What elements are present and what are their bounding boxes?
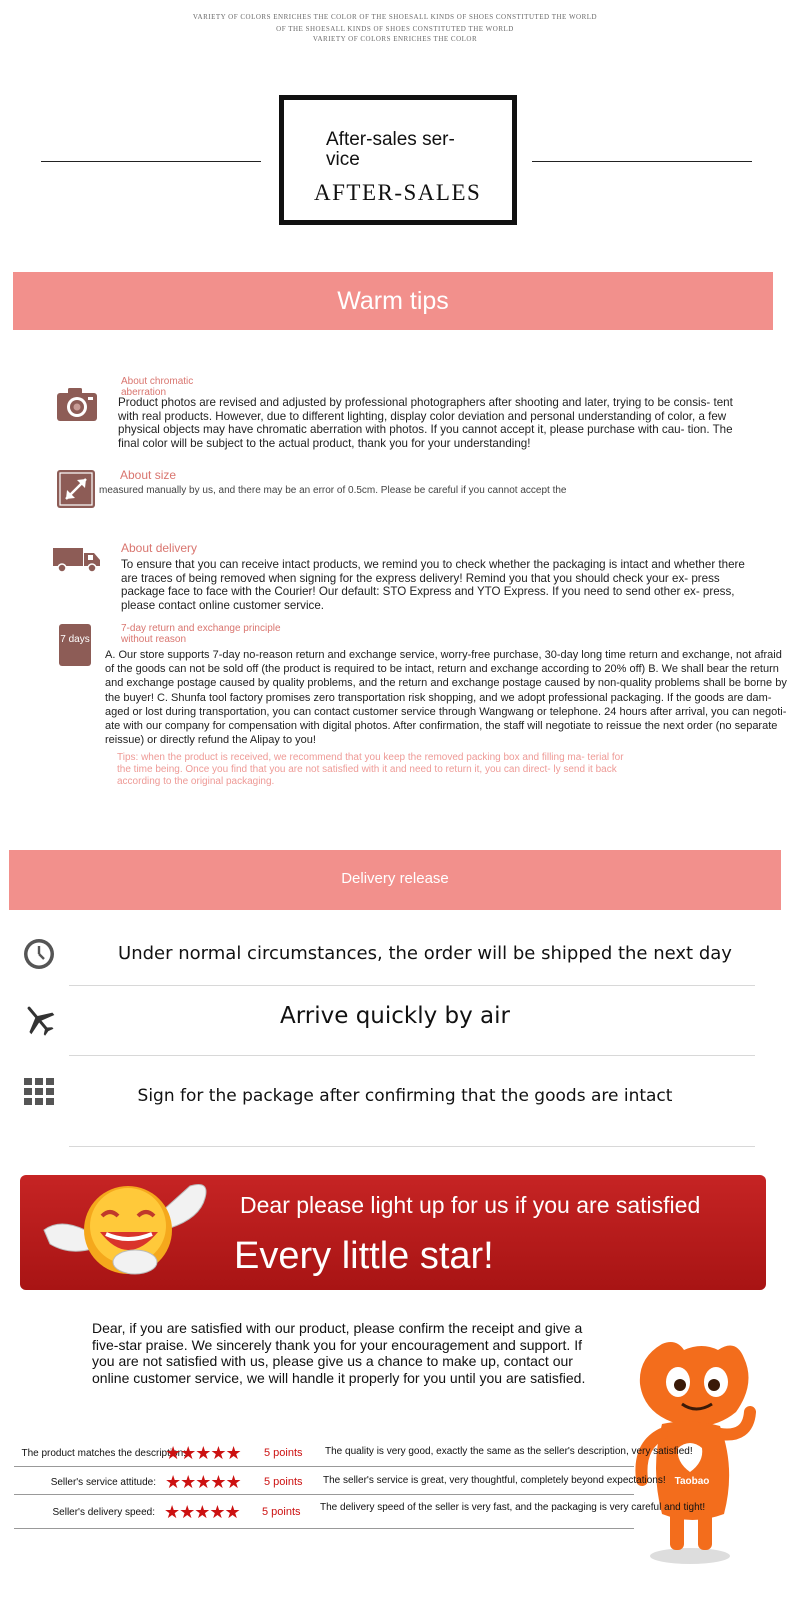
tagline-line-3: VARIETY OF COLORS ENRICHES THE COLOR — [312, 35, 478, 43]
delivery-release-item-1: Under normal circumstances, the order will be shipped the next day — [118, 943, 732, 964]
delivery-release-item-3: Sign for the package after confirming that the goods are intact — [137, 1086, 673, 1106]
smiley-thumbs-up-icon — [40, 1178, 215, 1283]
delivery-release-banner: Delivery release — [9, 850, 781, 910]
delivery-release-divider-1 — [69, 985, 755, 986]
truck-icon — [53, 546, 101, 574]
header-right-rule — [532, 161, 752, 162]
size-heading: About size — [120, 468, 177, 482]
rating-comment-1: The quality is very good, exactly the same as the seller's description, very satisfied! — [325, 1446, 693, 1457]
rating-points-2: 5 points — [264, 1476, 303, 1488]
rating-divider-2 — [14, 1494, 634, 1495]
after-sales-box — [279, 95, 517, 225]
rating-points-1: 5 points — [264, 1447, 303, 1459]
delivery-heading: About delivery — [121, 541, 198, 555]
returns-body: A. Our store supports 7-day no-reason return and exchange service, worry-free purchase, 30-day long time return and exchange, not afraid of the goods can not be sold off (the product is required to be intact, return and exchange according to 20% off) B. We shall bear the return and exchange postage caused by quality problems, and the return and exchange postage caused by non-quality problems shall be borne by the buyer! C. Shunfa tool factory promises zero transportation risk shopping, and we adopt professional packaging. If the goods are dam- aged or lost during transportation, you can contact customer service through Wangwang or telephone. 24 hours after arrival, you can negoti- ate with our company for compensation with digital photos. After confirmation, the staff will negotiate to reissue the next order (no separate reissue) or directly refund the Alipay to you! — [105, 649, 787, 747]
rating-label-1: The product matches the description: — [21, 1448, 186, 1459]
calendar-icon-label: 7 days — [60, 634, 90, 645]
star-banner-line-1: Dear please light up for us if you are satisfied — [240, 1192, 701, 1218]
delivery-body: To ensure that you can receive intact products, we remind you to check whether the packaging is intact and whether there are traces of being removed when signing for the express delivery! Remind you that you should check your ex- press package face to face with the Courier! Our default: STO Express and YTO Express. If you need to send other ex- press, please contact online customer service. — [121, 558, 745, 612]
tagline-line-1: VARIETY OF COLORS ENRICHES THE COLOR OF THE SHOESALL KINDS OF SHOES CONSTITUTED THE WORLD — [192, 13, 598, 21]
resize-arrow-icon — [57, 470, 95, 508]
rating-stars-1: ★★★★★ — [165, 1443, 241, 1463]
rating-divider-1 — [14, 1466, 634, 1467]
rating-stars-3: ★★★★★ — [164, 1502, 240, 1522]
warm-tips-banner: Warm tips — [13, 272, 773, 330]
airplane-icon — [21, 1002, 57, 1038]
grid-icon — [24, 1078, 54, 1106]
rating-comment-3: The delivery speed of the seller is very fast, and the packaging is very careful and tight! — [320, 1502, 706, 1513]
rating-stars-2: ★★★★★ — [165, 1472, 241, 1492]
delivery-release-divider-3 — [69, 1146, 755, 1147]
returns-heading: 7-day return and exchange principle without reason — [121, 623, 281, 645]
clock-icon — [23, 938, 55, 970]
tagline-line-2: OF THE SHOESALL KINDS OF SHOES CONSTITUTED THE WORLD — [276, 25, 514, 33]
rating-label-3: Seller's delivery speed: — [52, 1507, 155, 1518]
camera-icon — [56, 386, 98, 422]
header-left-rule — [41, 161, 261, 162]
rating-comment-2: The seller's service is great, very thoughtful, completely beyond expectations! — [323, 1475, 666, 1486]
delivery-release-item-2: Arrive quickly by air — [279, 1003, 510, 1029]
rating-label-2: Seller's service attitude: — [50, 1477, 156, 1488]
returns-note: Tips: when the product is received, we recommend that you keep the removed packing box and filling ma- terial for the time being. Once you find that you are not satisfied with it and need to return it, you can direct- ly send it back according to the original packaging. — [117, 752, 624, 787]
rating-points-3: 5 points — [262, 1506, 301, 1518]
mascot-badge: Taobao — [674, 1476, 710, 1487]
star-banner-line-2: Every little star! — [234, 1235, 494, 1277]
size-body: measured manually by us, and there may be an error of 0.5cm. Please be careful if you cannot accept the — [99, 485, 567, 496]
delivery-release-divider-2 — [69, 1055, 755, 1056]
chromatic-body: Product photos are revised and adjusted by professional photographers after shooting and later, trying to be consis- tent with real products. However, due to different lighting, display color deviation and personal understanding of color, a few physical objects may have chromatic aberration with photos. If you cannot accept it, please purchase with cau- tion. The final color will be subject to the actual product, thank you for your understanding! — [118, 396, 733, 450]
chromatic-heading: About chromatic aberration — [121, 376, 194, 398]
after-sales-title: After-sales ser- vice — [326, 129, 455, 170]
calendar-icon — [59, 624, 91, 666]
rating-divider-3 — [14, 1528, 634, 1529]
praise-paragraph: Dear, if you are satisfied with our product, please confirm the receipt and give a five-star praise. We sincerely thank you for your encouragement and support. If you are not satisfied with us, please give us a chance to make up, contact our online customer service, we will handle it properly for you until you are satisfied. — [92, 1320, 586, 1386]
after-sales-subtitle: AFTER-SALES — [314, 180, 482, 205]
